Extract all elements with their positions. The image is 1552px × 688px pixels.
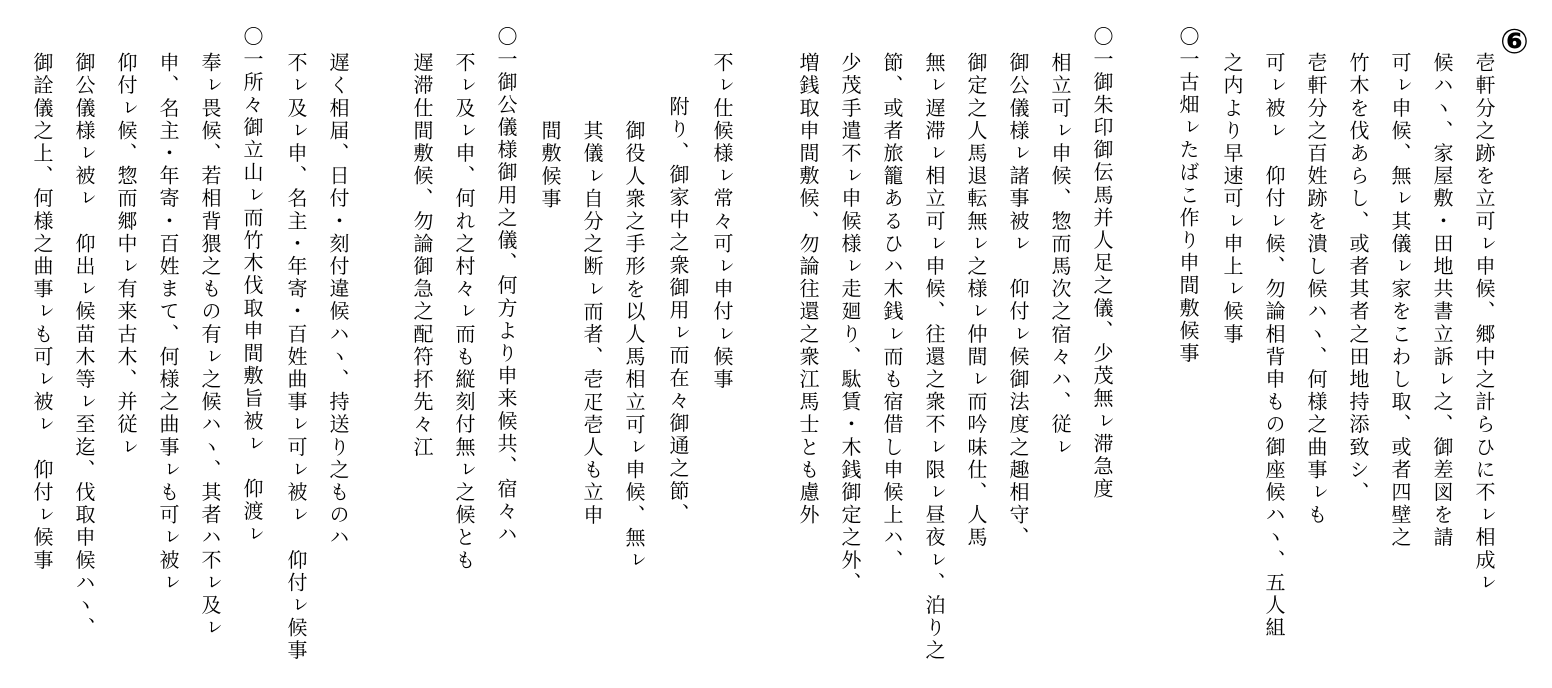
text-column-20: 其儀ㇾ自分之断ㇾ而者、壱疋壱人も立申 (580, 120, 604, 527)
text-column-8: 〇一古畑ㇾたばこ作り申間敷候事 (1176, 26, 1200, 365)
text-column-5: 壱軒分之百姓跡を潰し候ハヽ、何様之曲事ㇾも (1304, 52, 1328, 527)
text-column-31: 御公儀様ㇾ被ㇾ 仰出ㇾ候苗木等ㇾ至迄、伐取申候ハヽ、 (72, 52, 96, 640)
text-column-7: 之内より早速可ㇾ申上ㇾ候事 (1220, 52, 1244, 346)
text-column-3: 可ㇾ申候、無ㇾ其儀ㇾ家をこわし取、或者四壁之 (1388, 52, 1412, 550)
text-column-12: 御定之人馬退転無ㇾ之様ㇾ仲間ㇾ而吟味仕、人馬 (964, 52, 988, 550)
text-column-19: 御役人衆之手形を以人馬相立可ㇾ申候、無ㇾ (622, 120, 646, 572)
text-column-29: 申、名主・年寄・百姓まて、何様之曲事ㇾも可ㇾ被ㇾ (156, 52, 180, 595)
text-column-24: 遅滞仕間敷候、勿論御急之配符抔先々江 (410, 52, 434, 459)
text-column-9: 〇一御朱印御伝馬并人足之儀、少茂無ㇾ滞急度 (1090, 26, 1114, 501)
text-column-30: 仰付ㇾ候、惣而郷中ㇾ有来古木、并従ㇾ (114, 52, 138, 459)
text-column-4: 竹木を伐あらし、或者其者之田地持添致シ、 (1346, 52, 1370, 504)
text-column-14: 節、或者旅籠あるひハ木銭ㇾ而も宿借し申候上ハ、 (880, 52, 904, 572)
text-column-15: 少茂手遣不ㇾ申候様ㇾ走廻り、駄賃・木銭御定之外、 (838, 52, 862, 595)
text-column-11: 御公儀様ㇾ諸事被ㇾ 仰付ㇾ候御法度之趣相守、 (1006, 52, 1030, 550)
text-column-2: 候ハヽ、家屋敷・田地共書立訴ㇾ之、御差図を請 (1430, 52, 1454, 550)
text-column-1: 壱軒分之跡を立可ㇾ申候、郷中之計らひに不ㇾ相成ㇾ (1472, 52, 1496, 595)
text-column-23: 不ㇾ及ㇾ申、何れ之村々ㇾ而も縦刻付無ㇾ之候とも (452, 52, 476, 572)
text-column-16: 増銭取申間敷候、勿論往還之衆江馬士とも慮外 (796, 52, 820, 527)
text-column-26: 不ㇾ及ㇾ申、名主・年寄・百姓曲事ㇾ可ㇾ被ㇾ 仰付ㇾ候事 (284, 52, 308, 663)
text-column-13: 無ㇾ遅滞ㇾ相立可ㇾ申候、往還之衆不ㇾ限ㇾ昼夜ㇾ、泊り之 (922, 52, 946, 663)
text-column-22: 〇一御公儀様御用之儀、何方より申来候共、宿々ハ (494, 26, 518, 546)
page-number: ⑥ (1500, 22, 1529, 62)
text-column-21: 間敷候事 (538, 120, 562, 211)
text-column-6: 可ㇾ被ㇾ 仰付ㇾ候、勿論相背申もの御座候ハヽ、五人組 (1262, 52, 1286, 640)
text-column-25: 遅く相届、日付・刻付違候ハヽ、持送り之ものハ (326, 52, 350, 550)
text-column-10: 相立可ㇾ申候、惣而馬次之宿々ハ、従ㇾ (1048, 52, 1072, 459)
text-column-28: 奉ㇾ畏候、若相背猥之もの有ㇾ之候ハヽ、其者ハ不ㇾ及ㇾ (198, 52, 222, 640)
text-column-17: 不ㇾ仕候様ㇾ常々可ㇾ申付ㇾ候事 (710, 52, 734, 391)
text-column-27: 〇一所々御立山ㇾ而竹木伐取申間敷旨被ㇾ 仰渡ㇾ (240, 26, 264, 546)
text-column-32: 御詮儀之上、何様之曲事ㇾも可ㇾ被ㇾ 仰付ㇾ候事 (30, 52, 54, 572)
text-column-18: 附り、御家中之衆御用ㇾ而在々御通之節、 (666, 96, 690, 526)
